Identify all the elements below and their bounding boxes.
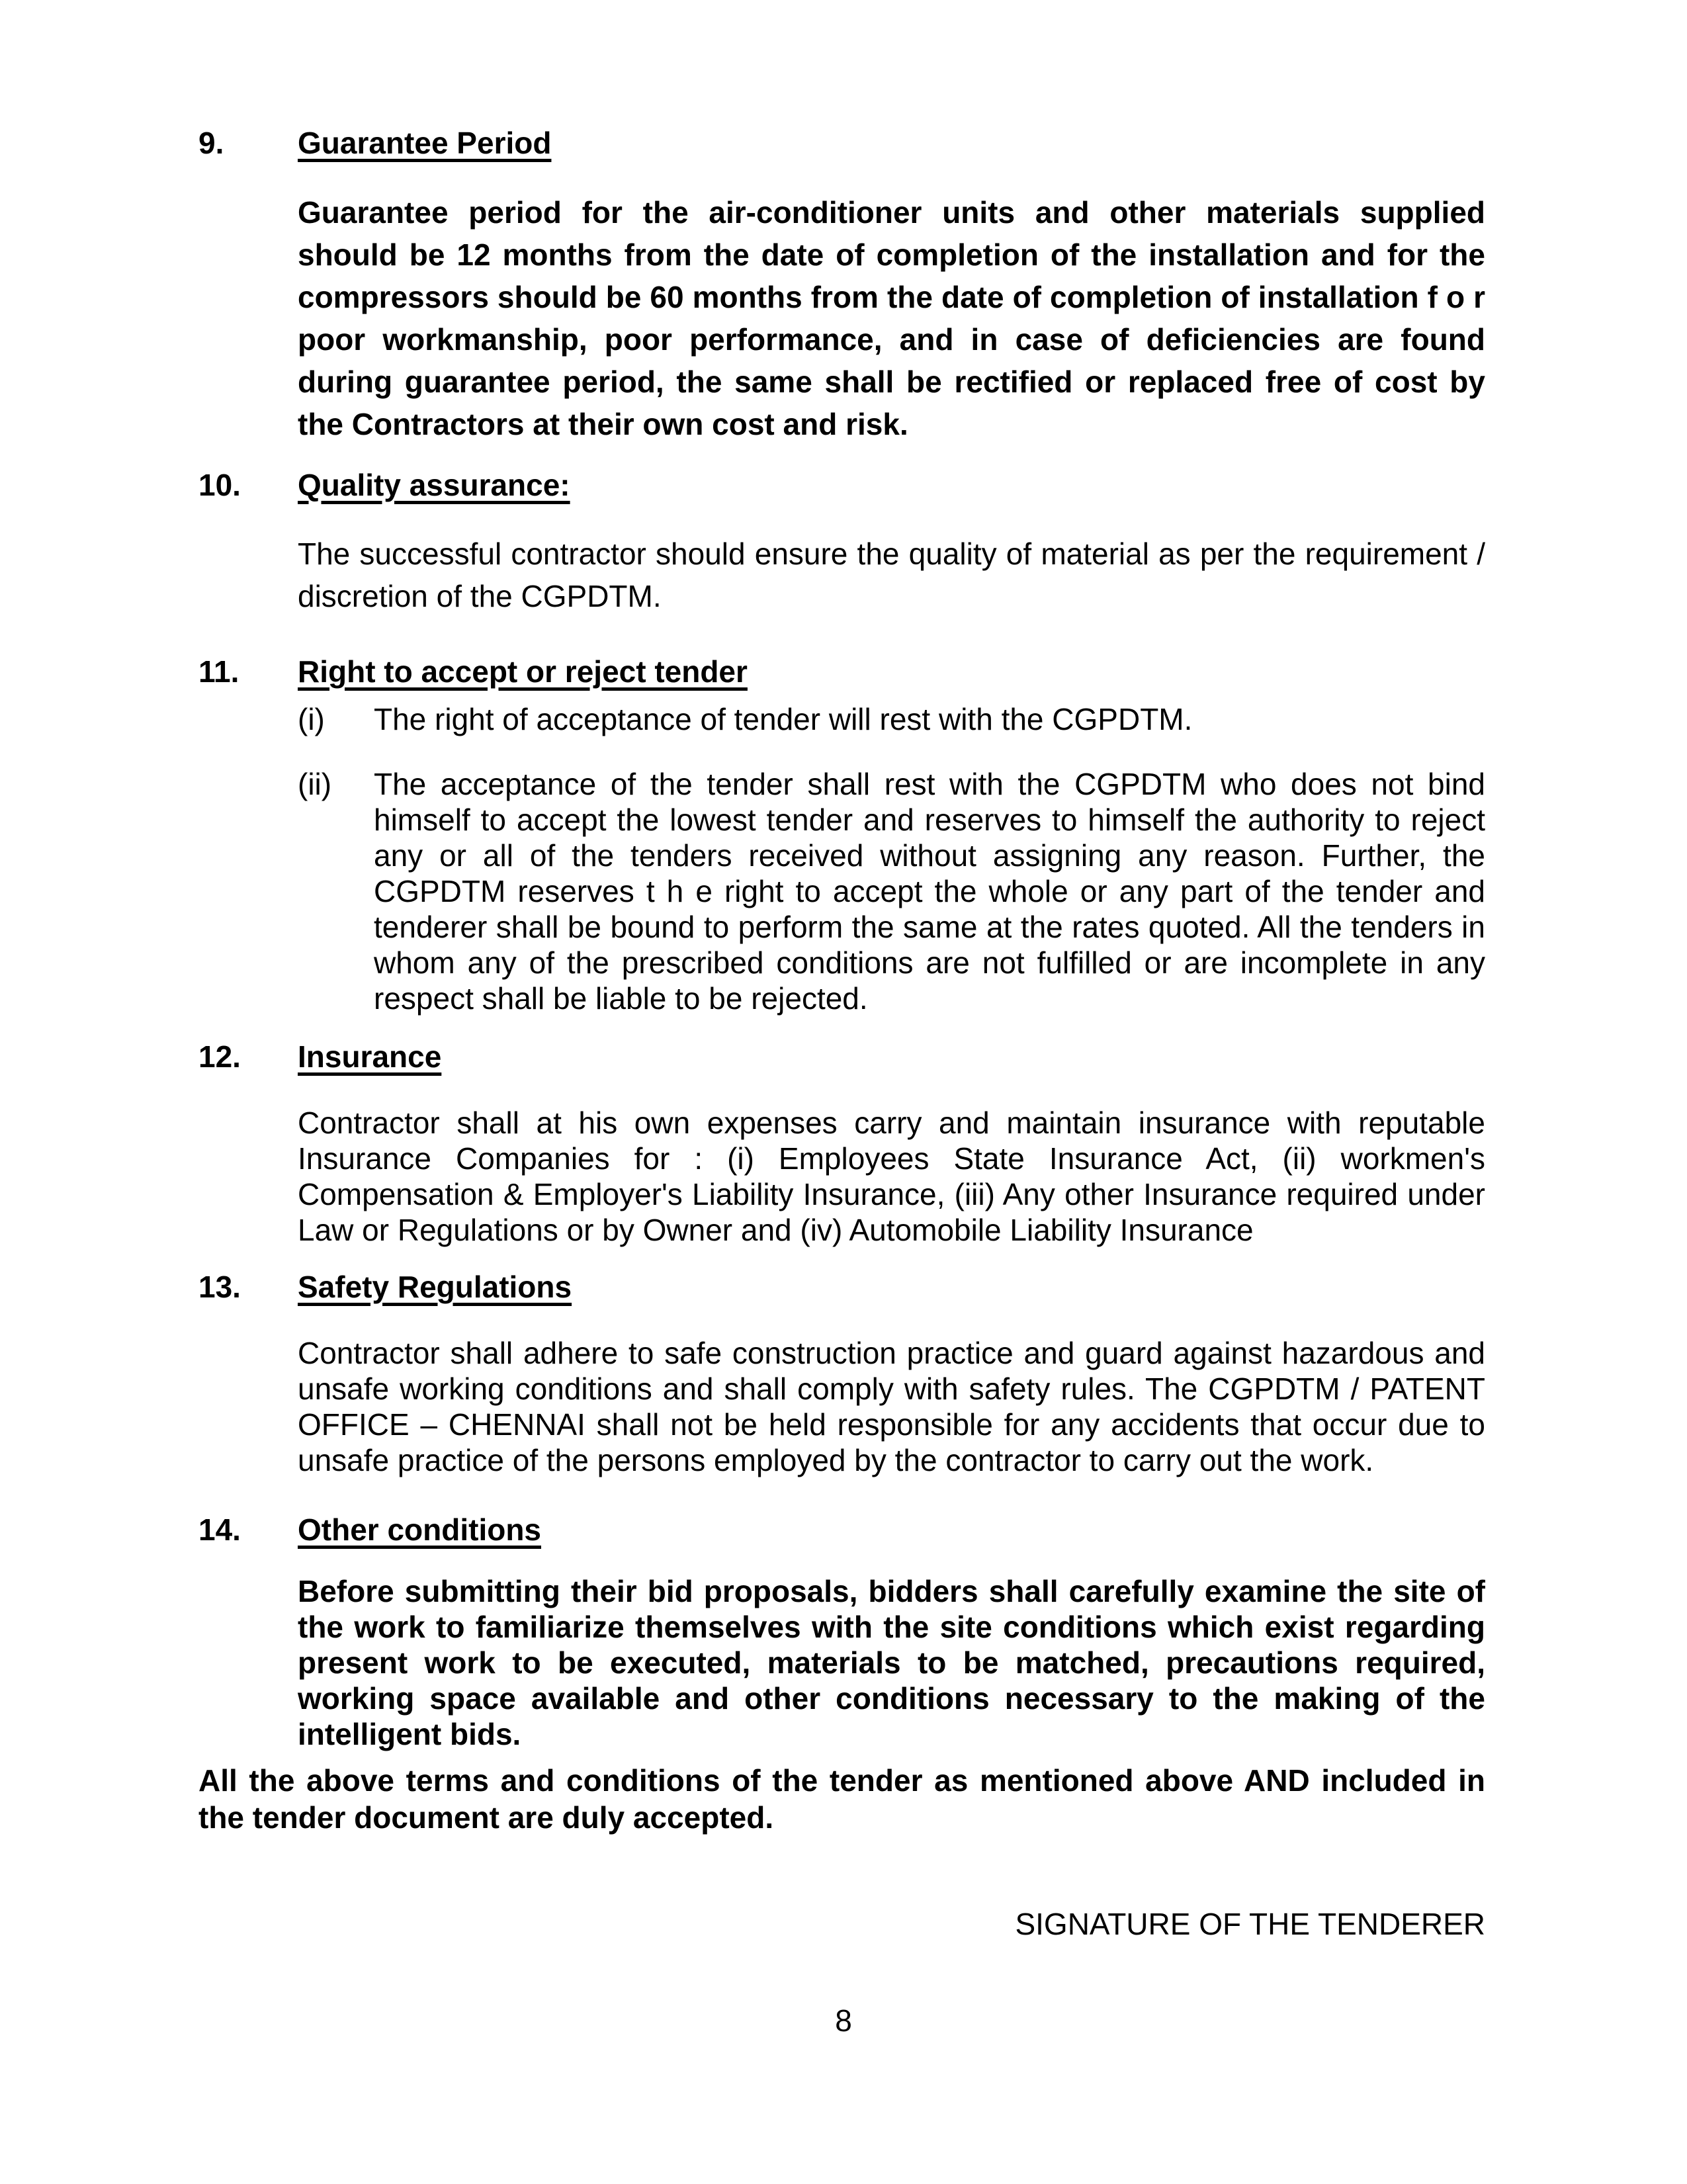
- section-12-title: Insurance: [298, 1039, 442, 1074]
- section-11-item-ii: [298, 766, 1485, 1016]
- section-9-heading-row: [198, 125, 1485, 161]
- page-number: 8: [835, 2003, 852, 2038]
- section-9-number: 9.: [198, 126, 224, 160]
- section-11-item-i: [298, 701, 1485, 737]
- section-11-title: Right to accept or reject tender: [298, 654, 748, 689]
- section-12-paragraph: Contractor shall at his own expenses carry and maintain insurance with reputable Insurance Companies for : (i) Employees State Insurance Act, (ii) workmen's Compensation & Employer's Liability Insurance, (iii) Any other Insurance required under Law or Regulations or by Owner and (iv) Automobile Liability Insurance: [298, 1106, 1485, 1247]
- section-11-item-i-label: (i): [298, 702, 325, 736]
- signature-line: SIGNATURE OF THE TENDERER: [1015, 1907, 1485, 1941]
- section-11-item-i-text: The right of acceptance of tender will rest with the CGPDTM.: [374, 702, 1193, 736]
- section-14-paragraph: Before submitting their bid proposals, bidders shall carefully examine the site of the work to familiarize themselves with the site conditions which exist regarding present work to be executed, materials to be matched, precautions required, working space available and other conditions necessary to the making of the intelligent bids.: [298, 1574, 1485, 1751]
- section-10-title: Quality assurance:: [298, 468, 570, 502]
- section-11-number: 11.: [198, 654, 239, 689]
- section-11-item-ii-text: The acceptance of the tender shall rest with the CGPDTM who does not bind himself to accept the lowest tender and reserves to himself the authority to reject any or all of the tenders received without assigning any reason. Further, the CGPDTM reserves t h e right to accept the whole or any part of the tender and tenderer shall be bound to perform the same at the rates quoted. All the tenders in whom any of the prescribed conditions are not fulfilled or are incomplete in any respect shall be liable to be rejected.: [374, 767, 1485, 1016]
- section-12-number: 12.: [198, 1039, 241, 1074]
- section-14-heading-row: [198, 1512, 1485, 1548]
- section-12-heading-row: [198, 1039, 1485, 1074]
- section-13-number: 13.: [198, 1270, 241, 1304]
- section-10-number: 10.: [198, 468, 241, 502]
- section-13-paragraph: Contractor shall adhere to safe construction practice and guard against hazardous and unsafe working conditions and shall comply with safety rules. The CGPDTM / PATENT OFFICE – CHENNAI shall not be held responsible for any accidents that occur due to unsafe practice of the persons employed by the contractor to carry out the work.: [298, 1336, 1485, 1477]
- section-13-title: Safety Regulations: [298, 1270, 572, 1304]
- section-13-heading-row: [198, 1269, 1485, 1305]
- section-10-heading-row: [198, 467, 1485, 503]
- section-14-number: 14.: [198, 1512, 241, 1547]
- closing-paragraph: All the above terms and conditions of the tender as mentioned above AND included in the tender document are duly accepted.: [198, 1763, 1485, 1835]
- section-9-title: Guarantee Period: [298, 126, 552, 160]
- section-14-title: Other conditions: [298, 1512, 541, 1547]
- section-11-heading-row: [198, 654, 1485, 689]
- section-10-paragraph: The successful contractor should ensure the quality of material as per the requirement / discretion of the CGPDTM.: [298, 537, 1485, 613]
- section-11-item-ii-label: (ii): [298, 767, 332, 801]
- section-9-paragraph: Guarantee period for the air-conditioner units and other materials supplied should be 12 months from the date of completion of the installation and for the compressors should be 60 months from the date of completion of installation f o r poor workmanship, poor performance, and in case of deficiencies are found during guarantee period, the same shall be rectified or replaced free of cost by the Contractors at their own cost and risk.: [298, 195, 1485, 441]
